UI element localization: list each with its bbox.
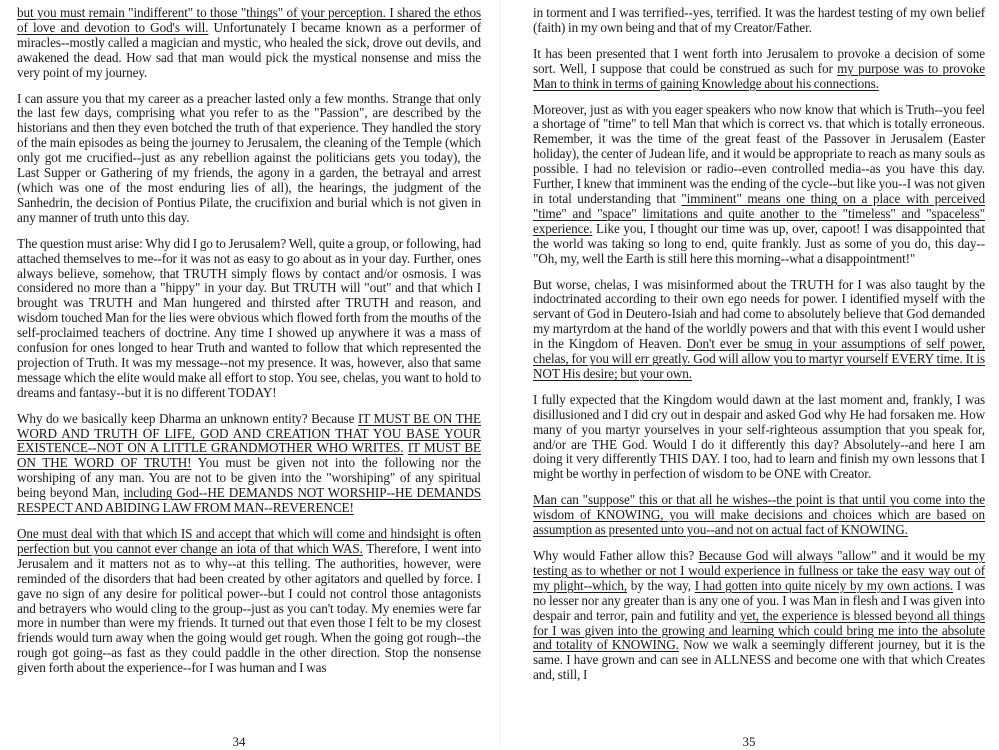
underlined-text: Man can "suppose" this or that all he wishes--the point is that until you come into the wisdom of KNOWING, you will make decisions and choices which are based on assumption as presented unto you--and not on actual fact of KNOWING. bbox=[533, 492, 985, 538]
left-page-body bbox=[17, 6, 481, 676]
text-run: by the way, bbox=[627, 577, 695, 593]
underlined-text: including God--HE DEMANDS NOT WORSHIP--HE DEMANDS RESPECT AND ABIDING LAW FROM MAN--REVERENCE! bbox=[17, 485, 481, 516]
text-run: Now we walk a seemingly different journey, but it is the same. I have grown and can see in ALLNESS and become one with that which Creates and, still, I bbox=[533, 637, 985, 683]
left-page bbox=[17, 5, 482, 749]
paragraph bbox=[17, 237, 481, 401]
text-run: I fully expected that the Kingdom would dawn at the last moment and, frankly, I was disillusioned and I did cry out in despair and asked God why He had forsaken me. How many of you martyr yourselves in your self-righteous assumption that you speak for, and/or are THE God. Would I do it differently this day? Absolutely--and here I am doing it very differently THIS DAY. I too, had to learn and finish my own lessons that I might be worthy in perfection of wisdom to be ONE with Creator. bbox=[533, 391, 985, 482]
text-run: Why do we basically keep Dharma an unknown entity? Because bbox=[17, 410, 358, 426]
text-run: I can assure you that my career as a preacher lasted only a few months. Strange that only the last few days, comprising what you refer to as the "Passion", are described by the historians and then they even botched the truth of that experience. They handled the story of the main episodes as being the journey to Jerusalem, the cleaning of the Temple (which only got me crucified--just as any rebellion against the politicians gets you today), the Last Supper or Gathering of my friends, the agony in a garden, the betrayal and arrest (which was one of the most enduring lies of all), the hearings, the judgment of the Sanhedrin, the decision of Pontius Pilate, the crucifixion and burial which is not given in any manner of truth unto this day. bbox=[17, 90, 481, 225]
text-run: Like you, I thought our time was up, over, capoot! I was disappointed that the world was taking so long to end, quite frankly. Just as some of you do, this day--"Oh, my, well the Earth is still here this morning--what a disappointment!" bbox=[533, 220, 985, 266]
text-run: You must be given not into the following nor the worshiping of any man. You are not to be given into the "worshiping" of any spiritual being beyond Man, bbox=[17, 455, 482, 501]
underlined-text: but you must remain "indifferent" to those "things" of your perception. I shared the ethos of love and devotion to God's will. bbox=[17, 5, 481, 35]
underlined-text: IT MUST BE ON THE WORD AND TRUTH OF LIFE, GOD AND CREATION THAT YOU BASE YOUR EXISTENCE--NOT ON A LITTLE GRANDMOTHER WHO WRITES. bbox=[17, 410, 481, 456]
text-run: But worse, chelas, I was misinformed about the TRUTH for I was also taught by the indoctrinated according to their own ego needs for power. I identified myself with the servant of God in Deutero-Isiah and had come to absolutely believe that God demanded my martyrdom at the hand of the worldly powers and that with this event I would usher in the Kingdom of Heaven. bbox=[533, 276, 985, 352]
right-page-body bbox=[533, 6, 985, 683]
underlined-text: my purpose was to provoke Man to think in terms of gaining Knowledge about his connections. bbox=[533, 60, 986, 91]
underlined-text: I had gotten into quite nicely by my own actions. bbox=[694, 577, 954, 593]
right-page bbox=[533, 5, 986, 749]
paragraph bbox=[17, 6, 481, 81]
text-run: Therefore, I went into Jerusalem and it matters not as to why--at this telling. The authorities, however, were reminded of the disorders that had been created by other agitators and quelled by force. I gave no sign of any desire for political power--but I could not control those antagonists and betrayers who would cling to the group--just as you can't today. My enemies were far more in number than were my friends. It turned out that even those I felt to be my closest friends would turn away when the going would get rough. When the going got rough--the rough got going--as fast as they could paddle in the other direction. Stop the nonsense given forth about the experience--for I was human and I was bbox=[17, 540, 481, 676]
paragraph bbox=[533, 278, 985, 382]
paragraph bbox=[17, 527, 481, 676]
text-run: in torment and I was terrified--yes, terrified. It was the hardest testing of my own belief (faith) in my own being and that of my Creator/Father. bbox=[533, 5, 985, 35]
page-number-left: 34 bbox=[232, 734, 246, 749]
paragraph bbox=[533, 549, 985, 683]
underlined-text: "imminent" means one thing on a place with perceived "time" and "space" limitations and quite another to the "timeless" and "spaceless" experience. bbox=[533, 190, 985, 236]
text-run: Why would Father allow this? bbox=[533, 548, 699, 563]
underlined-text: Because God will always "allow" and it would be my testing as to whether or not I would experience in fullness or take the easy way out of my plight--which, bbox=[533, 548, 985, 593]
text-run: I was no lesser nor any greater than is any one of you. I was Man in flesh and I was given into despair and terror, pain and futility and bbox=[533, 577, 985, 623]
paragraph bbox=[533, 493, 985, 538]
page-number-right: 35 bbox=[742, 734, 756, 749]
underlined-text: IT MUST BE ON THE WORD OF TRUTH! bbox=[17, 440, 481, 471]
underlined-text: One must deal with that which IS and accept that which will come and hindsight is often perfection but you cannot ever change an iota of that which WAS. bbox=[17, 526, 481, 556]
paragraph bbox=[17, 412, 481, 516]
text-run: The question must arise: Why did I go to Jerusalem? Well, quite a group, or following, had attached themselves to me--for it was not as easy to go about as in your day. Further, ones always believe, somehow, that TRUTH simply flows by contact and/or osmosis. I was considered no more than a "hippy" in your day. But TRUTH will "out" and that which I brought was TRUTH and Man hungered and thirsted after TRUTH and reason, and wisdom touched Man for the lies were obvious which flowed forth from the mouths of the self-proclaimed teachers of doctrine. Any time I showed up anywhere it was a mass of confusion for ones longed to hear Truth and wanted to follow that which represented the projection of Truth. It was my message--not my presence. It was, however, also that same message which the elite would make all effort to stop. You see, chelas, you want to hold to dreams and fantasy--but it is no different TODAY! bbox=[17, 235, 481, 400]
underlined-text: Don't ever be smug in your assumptions of self power, chelas, for you will err greatly. God will allow you to martyr yourself EVERY time. It is NOT His desire; but your own. bbox=[533, 336, 985, 381]
paragraph bbox=[533, 47, 985, 92]
text-run: It has been presented that I went forth into Jerusalem to provoke a decision of some sort. Well, I suppose that could be construed as such for bbox=[533, 45, 985, 76]
underlined-text: yet, the experience is blessed beyond all things for I was given into the growing and learning which could bring me into the absolute and totality of KNOWING. bbox=[533, 607, 985, 653]
text-run: Unfortunately I became known as a performer of miracles--mostly called a magician and mystic, who healed the sick, drove out devils, and awakened the dead. How sad that man would pick the mystical nonsense and miss the very point of my journey. bbox=[17, 19, 482, 80]
paragraph bbox=[533, 393, 985, 482]
paragraph bbox=[533, 6, 985, 36]
paragraph bbox=[533, 103, 985, 267]
paragraph bbox=[17, 92, 481, 226]
page-gutter bbox=[499, 0, 500, 749]
text-run: Moreover, just as with you eager speakers who now know that which is Truth--you feel a shortage of "time" to tell Man that which is correct vs. that which is totally erroneous. Remember, it was the time of the great feast of the Passover in Jerusalem (Easter holiday), the center of Judean life, and it would be appropriate to reach as many souls as possible. I had no television or radio--even controlled media--as you have this day. Further, I knew that imminent was the ending of the cycle--but like you--I was not given in total understanding that bbox=[533, 101, 985, 206]
